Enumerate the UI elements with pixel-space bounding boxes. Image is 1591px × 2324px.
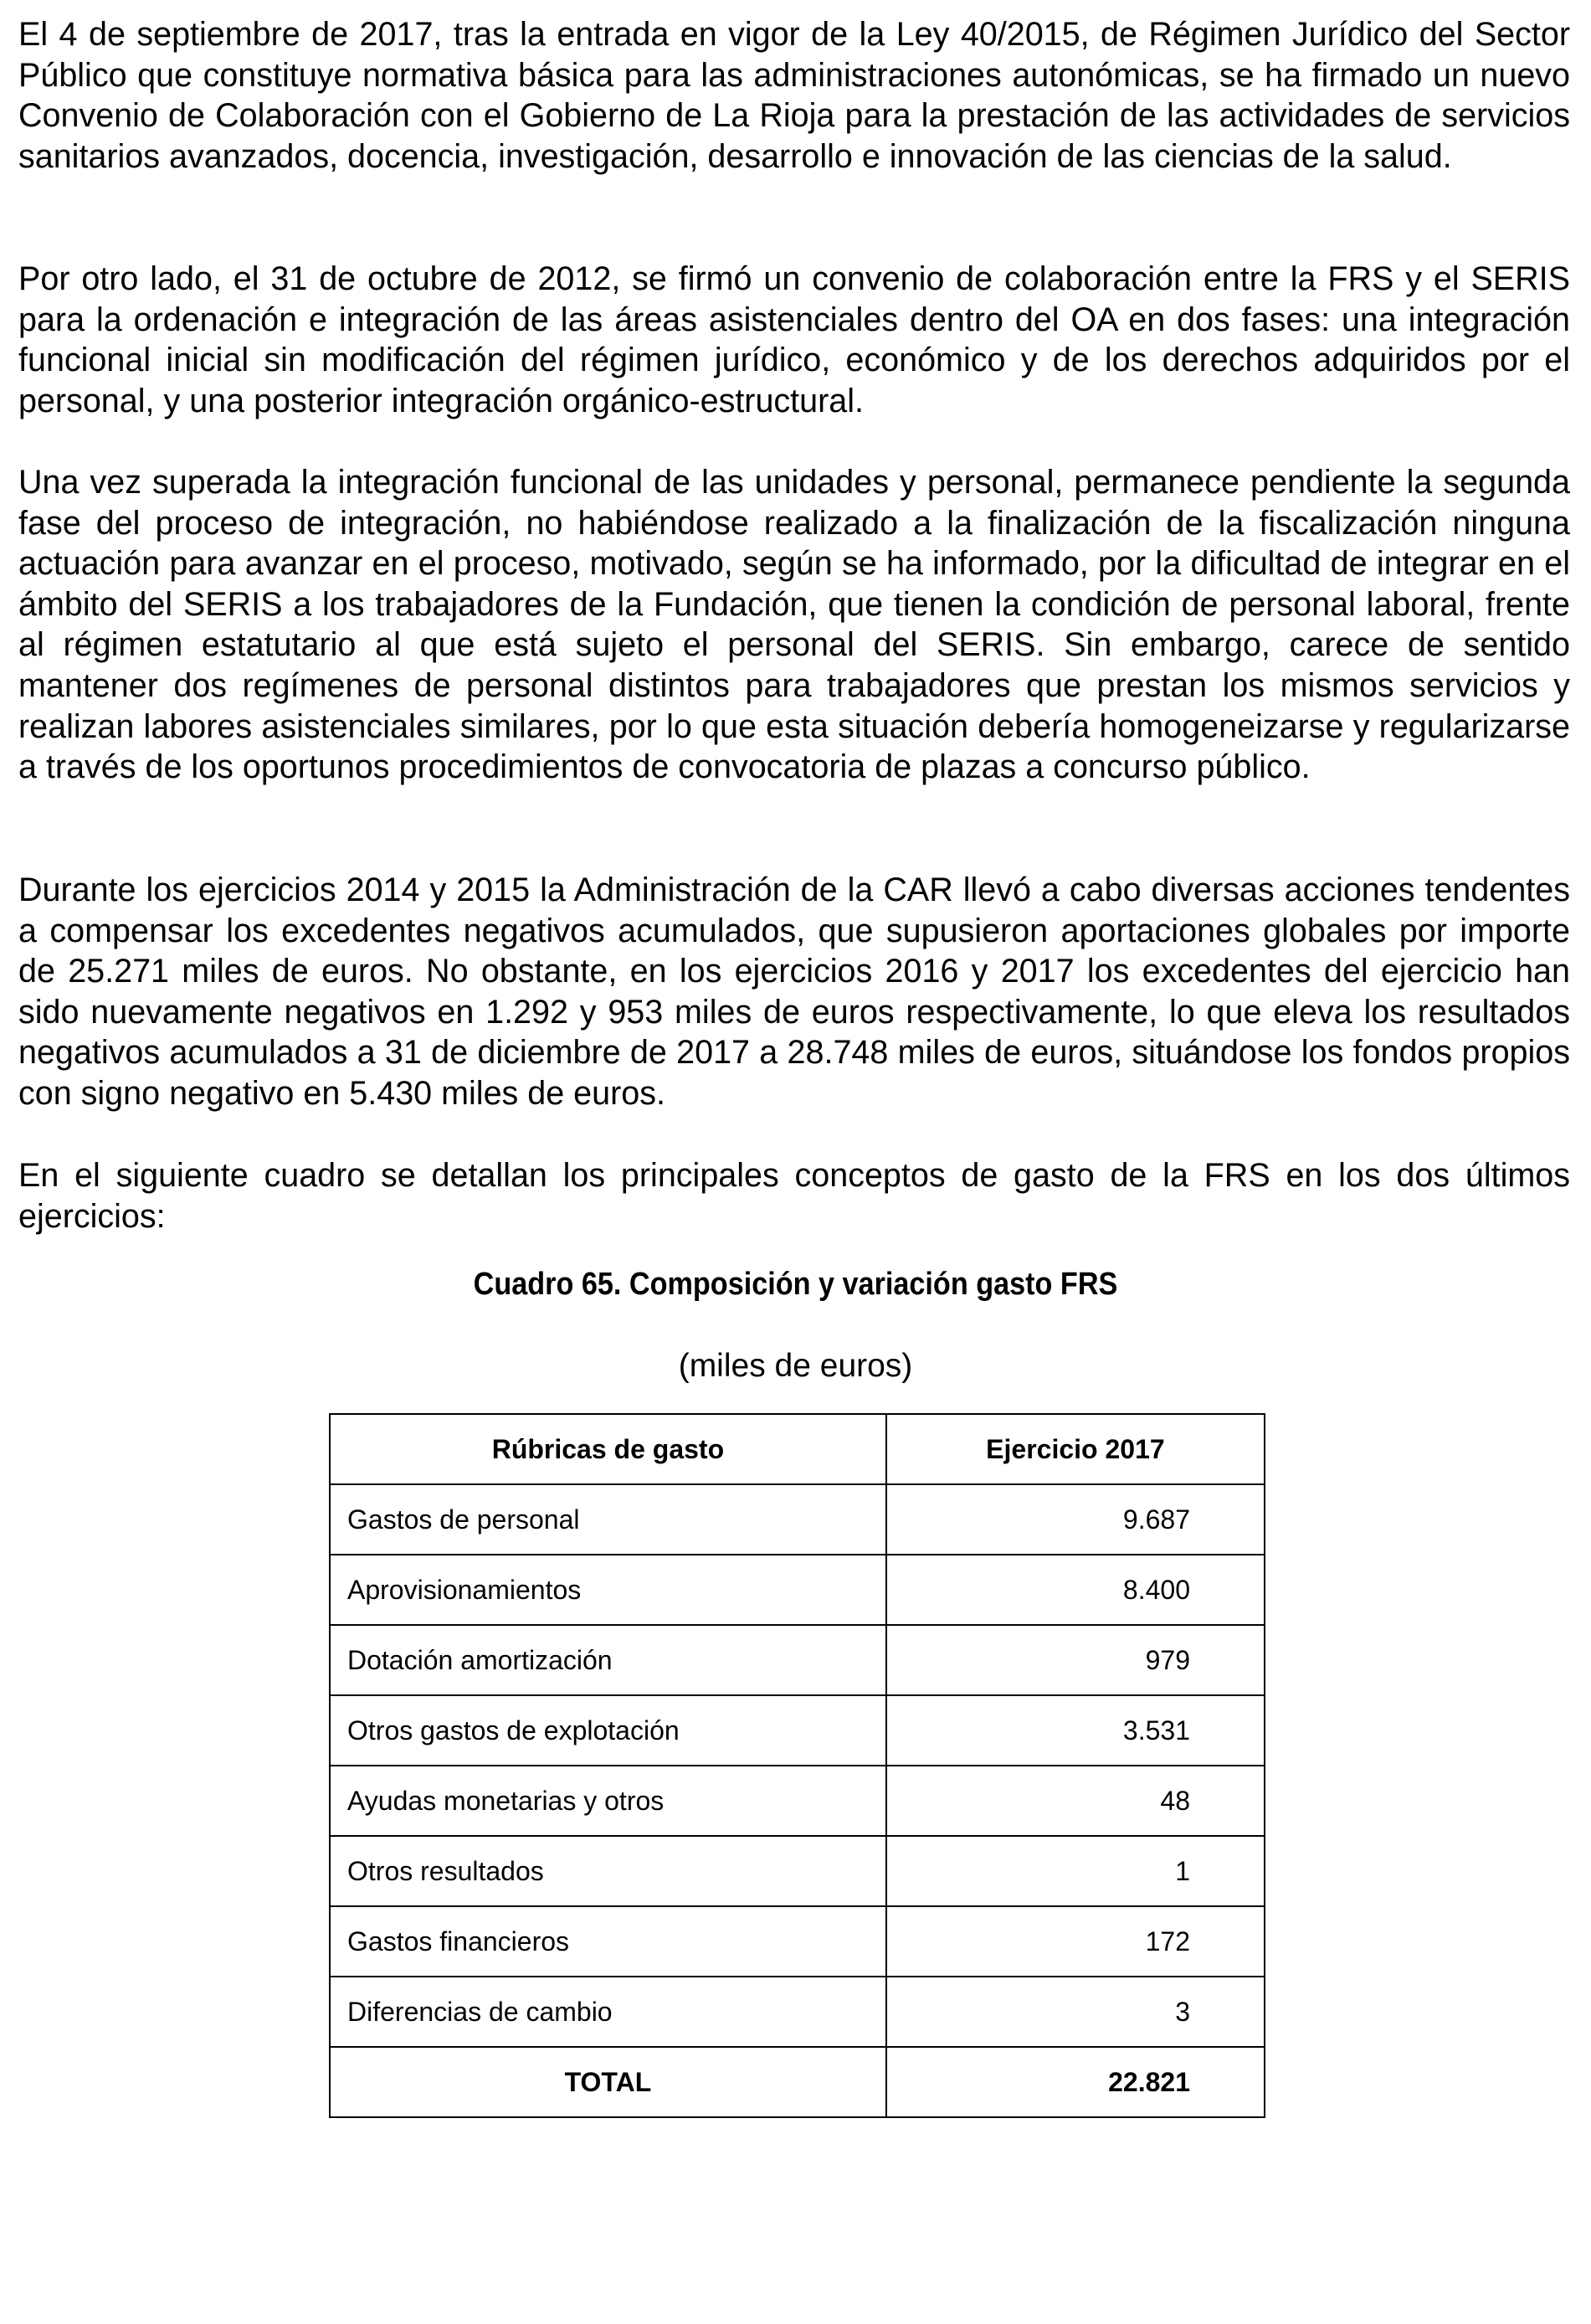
table-title: Cuadro 65. Composición y variación gasto FRS — [473, 1267, 1118, 1302]
total-label: TOTAL — [330, 2047, 886, 2117]
table-total-row — [330, 2047, 1265, 2117]
table-row — [330, 1836, 1265, 1906]
table-row — [330, 1555, 1265, 1625]
row-label: Dotación amortización — [330, 1625, 886, 1695]
table-row — [330, 1977, 1265, 2047]
table-units: (miles de euros) — [678, 1348, 913, 1384]
row-value: 9.687 — [886, 1484, 1265, 1555]
table-row — [330, 1766, 1265, 1836]
row-label: Ayudas monetarias y otros — [330, 1766, 886, 1836]
row-value: 979 — [886, 1625, 1265, 1695]
row-value: 172 — [886, 1906, 1265, 1977]
table-row — [330, 1906, 1265, 1977]
paragraph-introduccion-cuadro: En el siguiente cuadro se detallan los principales conceptos de gasto de la FRS en los dos últimos ejercicios: — [18, 1157, 1570, 1235]
total-value: 22.821 — [886, 2047, 1265, 2117]
table-row — [330, 1695, 1265, 1766]
row-value: 3 — [886, 1977, 1265, 2047]
table-row — [330, 1625, 1265, 1695]
row-value: 48 — [886, 1766, 1265, 1836]
paragraph-convenio-2017: El 4 de septiembre de 2017, tras la entrada en vigor de la Ley 40/2015, de Régimen Jurídico del Sector Público que constituye normativa básica para las administraciones autonómicas, se ha firmado un nuevo Convenio de Colaboración con el Gobierno de La Rioja para la prestación de las actividades de servicios sanitarios avanzados, docencia, investigación, desarrollo e innovación de las ciencias de la salud. — [18, 16, 1570, 175]
paragraph-convenio-2012: Por otro lado, el 31 de octubre de 2012, se firmó un convenio de colaboración entre la FRS y el SERIS para la ordenación e integración de las áreas asistenciales dentro del OA en dos fases: una integración funcional inicial sin modificación del régimen jurídico, económico y de los derechos adquiridos por el personal, y una posterior integración orgánico-estructural. — [18, 260, 1570, 419]
table-header-row — [330, 1414, 1265, 1484]
row-label: Gastos financieros — [330, 1906, 886, 1977]
header-ejercicio-2017: Ejercicio 2017 — [886, 1414, 1265, 1484]
row-value: 3.531 — [886, 1695, 1265, 1766]
paragraph-excedentes-negativos: Durante los ejercicios 2014 y 2015 la Administración de la CAR llevó a cabo diversas acciones tendentes a compensar los excedentes negativos acumulados, que supusieron aportaciones globales por importe de 25.271 miles de euros. No obstante, en los ejercicios 2016 y 2017 los excedentes del ejercicio han sido nuevamente negativos en 1.292 y 953 miles de euros respectivamente, lo que eleva los resultados negativos acumulados a 31 de diciembre de 2017 a 28.748 miles de euros, situándose los fondos propios con signo negativo en 5.430 miles de euros. — [18, 872, 1570, 1112]
paragraph-integracion-pendiente: Una vez superada la integración funcional de las unidades y personal, permanece pendiente la segunda fase del proceso de integración, no habiéndose realizado a la finalización de la fiscalización ninguna actuación para avanzar en el proceso, motivado, según se ha informado, por la dificultad de integrar en el ámbito del SERIS a los trabajadores de la Fundación, que tienen la condición de personal laboral, frente al régimen estatutario al que está sujeto el personal del SERIS. Sin embargo, carece de sentido mantener dos regímenes de personal distintos para trabajadores que prestan los mismos servicios y realizan labores asistenciales similares, por lo que esta situación debería homogeneizarse y regularizarse a través de los oportunos procedimientos de convocatoria de plazas a concurso público. — [18, 464, 1570, 786]
row-label: Diferencias de cambio — [330, 1977, 886, 2047]
row-label: Gastos de personal — [330, 1484, 886, 1555]
row-label: Otros resultados — [330, 1836, 886, 1906]
row-value: 1 — [886, 1836, 1265, 1906]
row-label: Aprovisionamientos — [330, 1555, 886, 1625]
row-label: Otros gastos de explotación — [330, 1695, 886, 1766]
expense-table — [329, 1413, 1265, 2118]
table-row — [330, 1484, 1265, 1555]
header-rubricas: Rúbricas de gasto — [330, 1414, 886, 1484]
row-value: 8.400 — [886, 1555, 1265, 1625]
